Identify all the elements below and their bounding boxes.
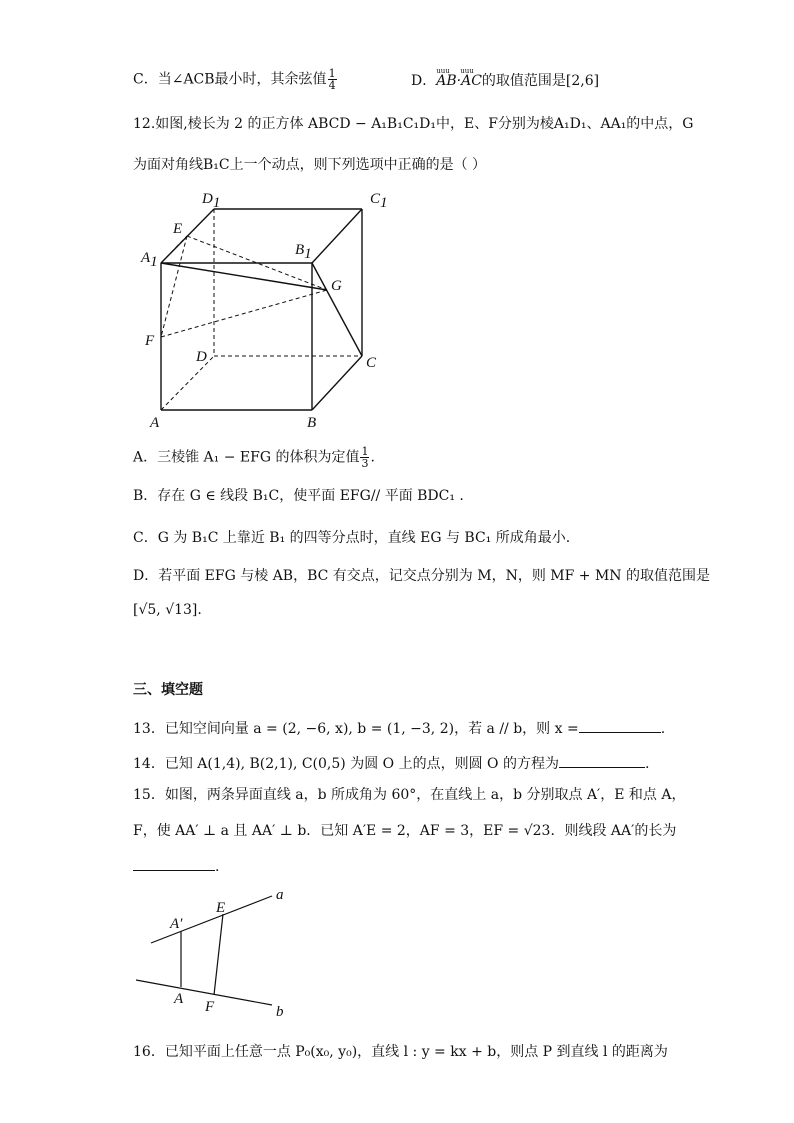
- q12-option-a: [133, 446, 375, 469]
- q13-text: 13．已知空间向量 a = (2, −6, x), b = (1, −3, 2)，若 a // b，则 x =: [133, 721, 579, 737]
- label-b: B: [307, 415, 317, 431]
- line-b: [136, 980, 272, 1005]
- label-a-prime: A′: [170, 916, 183, 932]
- q12-option-d-line1: D．若平面 EFG 与棱 AB，BC 有交点，记交点分别为 M，N，则 MF + MN 的取值范围是: [133, 568, 710, 584]
- cube-figure: [130, 185, 400, 435]
- label-f: F: [145, 333, 155, 349]
- label-a: A: [150, 415, 160, 431]
- edge-b-c: [312, 356, 362, 410]
- label-e: E: [216, 900, 226, 916]
- segment-e-f: [161, 236, 187, 337]
- label-g: G: [331, 278, 342, 294]
- q14: [133, 753, 649, 773]
- segment-e-f: [214, 914, 223, 995]
- q14-text: 14．已知 A(1,4), B(2,1), C(0,5) 为圆 O 上的点，则圆 O 的方程为: [133, 756, 559, 772]
- q16: 16．已知平面上任意一点 P₀(x₀, y₀)，直线 l : y = kx + b，则点 P 到直线 l 的距离为: [133, 1044, 668, 1060]
- answer-blank[interactable]: [579, 718, 661, 733]
- q12-stem-line2: 为面对角线B₁C上一个动点，则下列选项中正确的是（ ）: [133, 157, 487, 173]
- q11-option-d-text: 的取值范围是[2,6]: [481, 73, 600, 89]
- diagonal-b1-c: [312, 263, 362, 356]
- section-title: 三、填空题: [133, 682, 203, 698]
- q12-stem-line1: 12.如图,棱长为 2 的正方体 ABCD − A₁B₁C₁D₁中，E、F分别为棱A₁D₁、AA₁的中点，G: [133, 116, 694, 132]
- vector-expression: AB·AC: [436, 73, 482, 89]
- label-d: D: [196, 349, 207, 365]
- label-a1: A1: [141, 250, 158, 270]
- vector-dot-product: [436, 67, 482, 90]
- label-line-a: a: [276, 887, 284, 903]
- answer-blank[interactable]: [559, 753, 645, 768]
- fraction: [360, 446, 369, 469]
- edge-b1-c1: [312, 209, 362, 263]
- q15-line3: [133, 856, 219, 876]
- q11-option-d: [411, 67, 600, 90]
- fraction-numerator: 1: [328, 67, 336, 80]
- label-line-b: b: [276, 1004, 284, 1020]
- q12-option-d-line2: [√5, √13].: [133, 602, 202, 618]
- q11-option-c: [133, 68, 338, 91]
- q14-tail: .: [644, 756, 650, 772]
- skew-lines-figure: [130, 885, 300, 1020]
- q12-option-a-tail: .: [370, 449, 375, 466]
- q12-option-b: B．存在 G ∈ 线段 B₁C，使平面 EFG// 平面 BDC₁ .: [133, 488, 464, 504]
- q11-option-d-label: D．: [411, 73, 437, 89]
- label-f: F: [205, 999, 215, 1015]
- vector-arrow-ac: uuu: [460, 67, 474, 75]
- segment-f-g: [161, 290, 327, 337]
- label-e: E: [173, 221, 183, 237]
- q15-tail: .: [215, 859, 220, 875]
- q15-line2: F，使 AA′ ⊥ a 且 AA′ ⊥ b．已知 A′E = 2，AF = 3，EF = √23．则线段 AA′的长为: [133, 823, 677, 839]
- q11-option-c-text: C．当∠ACB最小时，其余弦值: [133, 71, 327, 88]
- label-d1: D1: [202, 191, 221, 211]
- answer-blank[interactable]: [133, 856, 215, 871]
- fraction: [328, 68, 337, 91]
- label-c: C: [366, 355, 377, 371]
- q13: [133, 718, 665, 738]
- label-a: A: [174, 991, 184, 1007]
- q12-option-c: C．G 为 B₁C 上靠近 B₁ 的四等分点时，直线 EG 与 BC₁ 所成角最小.: [133, 530, 571, 546]
- vector-arrow-ab: uuu: [436, 67, 450, 75]
- label-b1: B1: [295, 242, 312, 262]
- segment-a1-g: [161, 263, 327, 290]
- fraction-numerator: 1: [361, 445, 369, 458]
- label-c1: C1: [370, 191, 388, 211]
- fraction-denominator: 3: [361, 457, 369, 470]
- q12-option-a-text: A．三棱锥 A₁ − EFG 的体积为定值: [133, 449, 360, 466]
- q13-tail: .: [660, 721, 666, 737]
- fraction-denominator: 4: [328, 79, 336, 92]
- q15-line1: 15．如图，两条异面直线 a，b 所成角为 60°，在直线上 a，b 分别取点 A′，E 和点 A，: [133, 787, 686, 803]
